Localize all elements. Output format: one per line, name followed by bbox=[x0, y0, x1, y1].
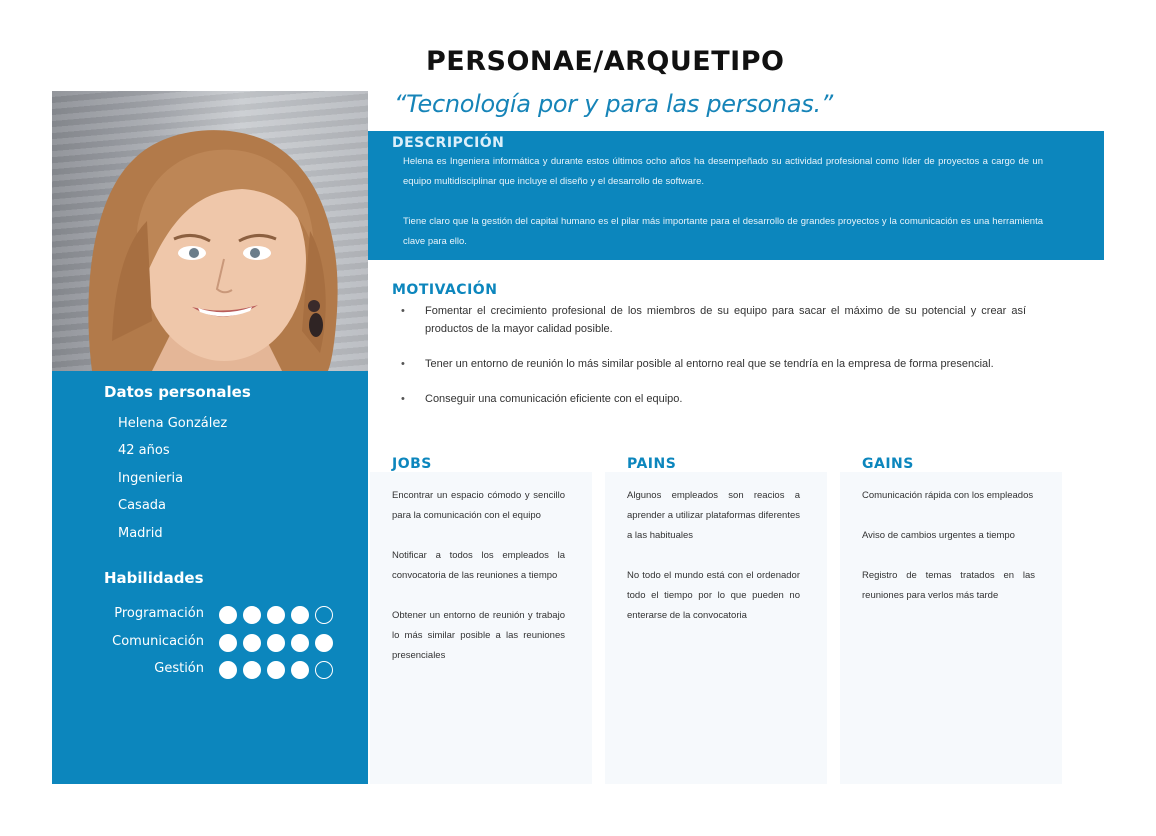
jobs-list bbox=[392, 486, 565, 666]
motivation-list bbox=[400, 302, 1026, 408]
filled-dot-icon bbox=[243, 606, 261, 624]
gains-item: Aviso de cambios urgentes a tiempo bbox=[862, 530, 1015, 541]
filled-dot-icon bbox=[219, 661, 237, 679]
persona-photo bbox=[52, 91, 368, 371]
jobs-heading: JOBS bbox=[392, 456, 432, 472]
filled-dot-icon bbox=[291, 606, 309, 624]
filled-dot-icon bbox=[219, 634, 237, 652]
filled-dot-icon bbox=[267, 606, 285, 624]
page-title: PERSONAE/ARQUETIPO bbox=[426, 46, 785, 77]
personal-data-heading: Datos personales bbox=[104, 383, 251, 401]
filled-dot-icon bbox=[243, 634, 261, 652]
gains-item: Registro de temas tratados en las reuniones para verlos más tarde bbox=[862, 570, 1035, 601]
filled-dot-icon bbox=[267, 661, 285, 679]
personal-data-panel bbox=[52, 371, 368, 784]
personal-data-age: 42 años bbox=[118, 443, 170, 458]
skill-label: Gestión bbox=[154, 661, 204, 676]
personal-data-status: Casada bbox=[118, 498, 167, 513]
skill-rating bbox=[219, 661, 333, 679]
skill-rating bbox=[219, 634, 333, 652]
description-heading: DESCRIPCIÓN bbox=[392, 135, 505, 151]
motivation-item: • Conseguir una comunicación eficiente con el equipo. bbox=[400, 390, 1026, 408]
empty-dot-icon bbox=[315, 661, 333, 679]
filled-dot-icon bbox=[219, 606, 237, 624]
personal-data-name: Helena González bbox=[118, 416, 228, 431]
skill-row bbox=[52, 660, 368, 680]
pains-list bbox=[627, 486, 800, 626]
skill-label: Programación bbox=[114, 606, 204, 621]
filled-dot-icon bbox=[243, 661, 261, 679]
filled-dot-icon bbox=[291, 634, 309, 652]
pains-heading: PAINS bbox=[627, 456, 677, 472]
pains-item: No todo el mundo está con el ordenador todo el tiempo por lo que pueden no enterarse de la convocatoria bbox=[627, 570, 800, 621]
skill-row bbox=[52, 605, 368, 625]
gains-item: Comunicación rápida con los empleados bbox=[862, 490, 1034, 501]
persona-quote: “Tecnología por y para las personas.” bbox=[394, 90, 833, 118]
jobs-item: Encontrar un espacio cómodo y sencillo para la comunicación con el equipo bbox=[392, 490, 565, 521]
jobs-item: Notificar a todos los empleados la convocatoria de las reuniones a tiempo bbox=[392, 550, 565, 581]
jobs-item: Obtener un entorno de reunión y trabajo lo más similar posible a las reuniones presenciales bbox=[392, 610, 565, 661]
personal-data-city: Madrid bbox=[118, 526, 163, 541]
gains-heading: GAINS bbox=[862, 456, 914, 472]
skill-row bbox=[52, 633, 368, 653]
pains-item: Algunos empleados son reacios a aprender a utilizar plataformas diferentes a las habituales bbox=[627, 490, 800, 541]
filled-dot-icon bbox=[315, 634, 333, 652]
motivation-heading: MOTIVACIÓN bbox=[392, 282, 498, 298]
skill-rating bbox=[219, 606, 333, 624]
personal-data-profession: Ingenieria bbox=[118, 471, 184, 486]
description-paragraph: Tiene claro que la gestión del capital humano es el pilar más importante para el desarrollo de grandes proyectos y la comunicación es una herramienta clave para ello. bbox=[403, 216, 1043, 247]
motivation-item: • Tener un entorno de reunión lo más similar posible al entorno real que se tendría en la empresa de forma presencial. bbox=[400, 355, 1026, 373]
empty-dot-icon bbox=[315, 606, 333, 624]
filled-dot-icon bbox=[267, 634, 285, 652]
motivation-item: • Fomentar el crecimiento profesional de los miembros de su equipo para sacar el máximo de su potencial y crear así productos de la mayor calidad posible. bbox=[400, 302, 1026, 338]
description-paragraph: Helena es Ingeniera informática y durante estos últimos ocho años ha desempeñado su actividad profesional como líder de proyectos a cargo de un equipo multidisciplinar que incluye el diseño y el desarrollo de software. bbox=[403, 156, 1043, 187]
skill-label: Comunicación bbox=[112, 634, 204, 649]
filled-dot-icon bbox=[291, 661, 309, 679]
gains-list bbox=[862, 486, 1035, 606]
skills-heading: Habilidades bbox=[104, 569, 204, 587]
description-section bbox=[368, 131, 1104, 260]
